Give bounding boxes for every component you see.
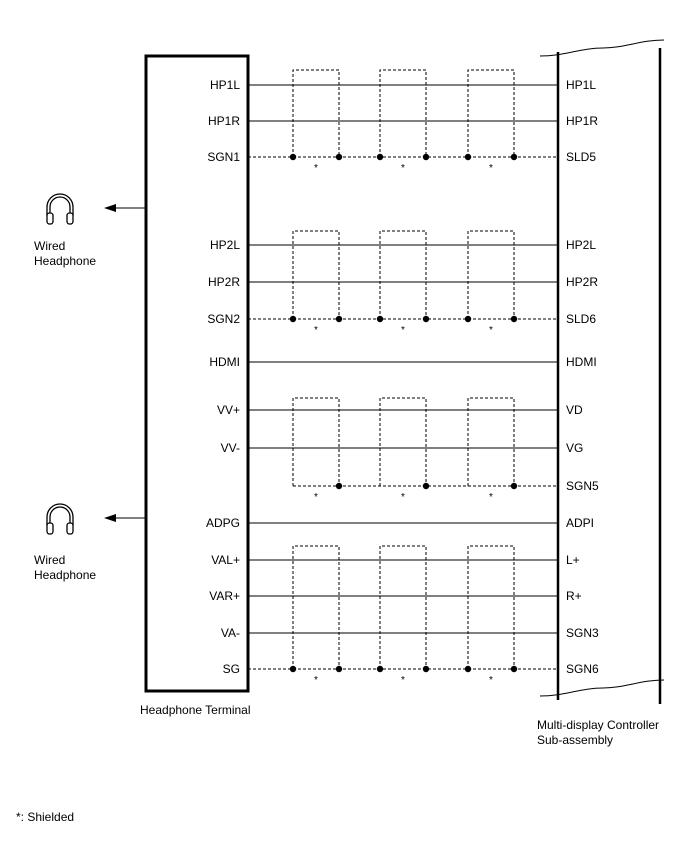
multi-display-controller-box (540, 40, 664, 704)
shield-marker: * (401, 675, 405, 686)
right-pin-label: HP2R (566, 275, 599, 289)
junction-dot (336, 316, 342, 322)
footnote: *: Shielded (16, 810, 75, 824)
shield-marker: * (489, 675, 493, 686)
junction-dot (465, 316, 471, 322)
right-pin-label: R+ (566, 589, 582, 603)
shield-outline (293, 231, 339, 319)
right-pin-label: SGN3 (566, 626, 599, 640)
shield-outline (380, 70, 426, 157)
right-pin-label: SGN6 (566, 662, 599, 676)
left-pin-label: SGN2 (207, 312, 240, 326)
shield-outline (468, 231, 514, 319)
headphone-2-label-line1: Wired (34, 553, 66, 567)
left-pin-label: HDMI (209, 355, 240, 369)
left-pin-label: SGN1 (207, 150, 240, 164)
shield-outline (293, 398, 339, 486)
junction-dot (423, 666, 429, 672)
headphone-1 (47, 194, 146, 224)
headphone-icon (47, 504, 73, 534)
junction-dot (511, 154, 517, 160)
shield-marker: * (314, 492, 318, 503)
headphone-2-label (34, 553, 96, 583)
shield-marker: * (489, 492, 493, 503)
shield-marker: * (314, 675, 318, 686)
junction-dot (290, 316, 296, 322)
right-pin-label: VG (566, 441, 584, 455)
junction-dot (377, 316, 383, 322)
right-pin-label: L+ (566, 553, 580, 567)
left-pin-label: VAR+ (209, 589, 240, 603)
right-pin-label: SGN5 (566, 479, 599, 493)
junction-dot (423, 483, 429, 489)
shield-outline (380, 546, 426, 669)
headphone-2-label-line2: Headphone (34, 568, 97, 582)
arrow-head (104, 514, 116, 522)
headphone-1-label (34, 239, 96, 269)
junction-dot (290, 154, 296, 160)
shield-outline (380, 231, 426, 319)
junction-dot (423, 316, 429, 322)
left-pin-label: VV- (220, 441, 240, 455)
left-pin-label: VV+ (216, 403, 240, 417)
shield-outline (380, 398, 426, 486)
junction-dot (336, 483, 342, 489)
shield-marker: * (401, 492, 405, 503)
left-pin-label: VAL+ (211, 553, 240, 567)
junction-dot (377, 154, 383, 160)
right-pin-label: ADPI (566, 516, 595, 530)
left-pin-label: HP1R (207, 114, 240, 128)
shield-outline (468, 546, 514, 669)
junction-dot (336, 666, 342, 672)
junction-dot (511, 316, 517, 322)
shield-marker: * (489, 325, 493, 336)
headphone-2 (47, 504, 146, 534)
right-pin-label: HP1L (566, 78, 597, 92)
right-pin-label: VD (566, 403, 583, 417)
junction-dot (465, 666, 471, 672)
right-pin-label: HDMI (566, 355, 597, 369)
junction-dot (423, 154, 429, 160)
left-pin-label: SG (222, 662, 240, 676)
right-pin-label: SLD6 (566, 312, 597, 326)
left-pin-label: HP2R (207, 275, 240, 289)
left-pin-label: HP1L (209, 78, 240, 92)
shield-outline (468, 398, 514, 486)
multi-display-controller-label-line2: Sub-assembly (537, 733, 614, 747)
shield-marker: * (489, 163, 493, 174)
right-pin-label: HP1R (566, 114, 599, 128)
shield-marker: * (314, 325, 318, 336)
junction-dot (336, 154, 342, 160)
multi-display-controller-label-line1: Multi-display Controller (537, 718, 660, 732)
shield-outline (468, 70, 514, 157)
arrow-head (104, 204, 116, 212)
headphone-1-label-line1: Wired (34, 239, 66, 253)
shield-outline (293, 546, 339, 669)
shield-groups (293, 70, 514, 686)
shield-outline (293, 70, 339, 157)
shield-marker: * (401, 325, 405, 336)
left-pin-label: ADPG (205, 516, 240, 530)
left-pin-label: HP2L (209, 238, 240, 252)
shield-marker: * (401, 163, 405, 174)
junction-dot (511, 483, 517, 489)
left-pin-label: VA- (220, 626, 240, 640)
junction-dot (290, 666, 296, 672)
headphone-icon (47, 194, 73, 224)
right-pin-label: SLD5 (566, 150, 597, 164)
shield-junctions (290, 154, 517, 672)
headphone-1-label-line2: Headphone (34, 254, 97, 268)
junction-dot (511, 666, 517, 672)
junction-dot (465, 154, 471, 160)
headphone-terminal-label: Headphone Terminal (140, 703, 251, 717)
right-pin-label: HP2L (566, 238, 597, 252)
shield-marker: * (314, 163, 318, 174)
multi-display-controller-label (537, 718, 659, 748)
junction-dot (377, 666, 383, 672)
